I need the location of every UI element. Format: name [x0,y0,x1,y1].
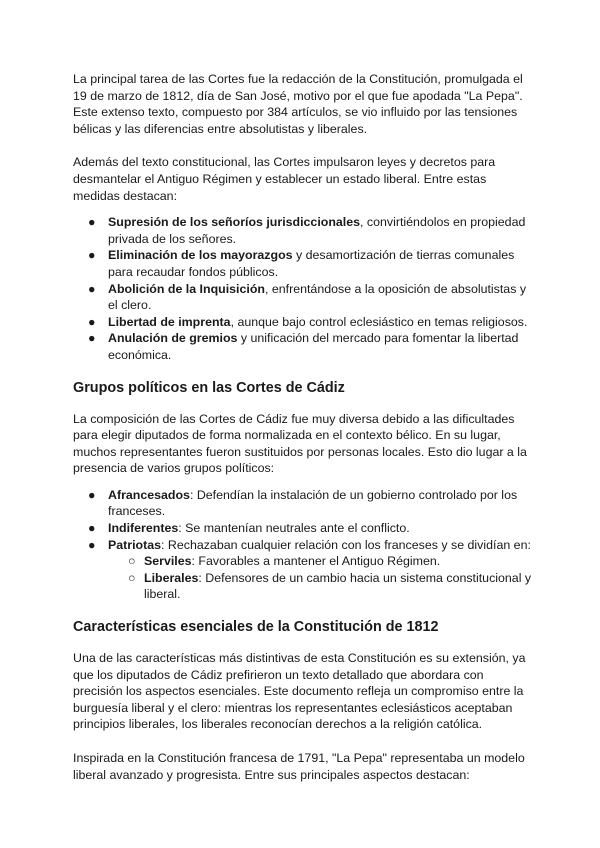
hollow-bullet-icon: ○ [128,570,136,585]
list-item [73,247,533,280]
hollow-bullet-icon: ○ [128,554,136,569]
list-item-text: y desamortización de tierras comunales para recaudar fondos públicos. [108,248,515,279]
sublist-item [108,553,533,570]
sublist-item-term: Serviles [144,554,192,569]
measures-list [73,214,533,363]
constitution-paragraph-2: Inspirada en la Constitución francesa de 1791, "La Pepa" representaba un modelo liberal avanzado y progresista. Entre sus principales aspectos destacan: [73,751,525,782]
bullet-icon: ● [88,537,96,552]
list-item-term: Abolición de la Inquisición [108,281,265,296]
list-item-term: Afrancesados [108,487,190,502]
list-item [73,487,533,520]
section-heading-constitution: Características esenciales de la Constitución de 1812 [73,619,439,636]
sublist-item-text: : Favorables a mantener el Antiguo Régimen. [191,554,441,569]
list-item-term: Anulación de gremios [108,331,238,346]
list-item [73,314,533,331]
list-item-text: : Se mantenían neutrales ante el conflicto. [178,521,410,536]
bullet-icon: ● [88,487,96,502]
list-item-text: , aunque bajo control eclesiástico en temas religiosos. [230,314,528,329]
constitution-paragraph-1: Una de las características más distintivas de esta Constitución es su extensión, ya que los diputados de Cádiz prefirieron un texto detallado que abordara con precisión los aspectos esenciales. Este documento refleja un compromiso entre la burguesía liberal y el clero: mientras los representantes eclesiásticos aceptaban principios liberales, los liberales reconocían derechos a la religión católica. [73,651,526,732]
bullet-icon: ● [88,521,96,536]
list-item [73,537,533,603]
bullet-icon: ● [88,331,96,346]
document-page [73,71,533,783]
intro-paragraph-1: La principal tarea de las Cortes fue la redacción de la Constitución, promulgada el 19 de marzo de 1812, día de San José, motivo por el que fue apodada "La Pepa". Este extenso texto, compuesto por 384 artículos, se vio influido por las tensiones bélicas y las diferencias entre absolutistas y liberales. [73,72,523,136]
sublist-item [108,570,533,603]
list-item-term: Patriotas [108,537,162,552]
list-item [73,214,533,247]
groups-paragraph: La composición de las Cortes de Cádiz fue muy diversa debido a las dificultades para elegir diputados de forma normalizada en el contexto bélico. En su lugar, muchos representantes fueron sustituidos por personas locales. Esto dio lugar a la presencia de varios grupos políticos: [73,411,527,476]
list-item-term: Indiferentes [108,521,179,536]
groups-list [73,487,533,603]
list-item [73,330,533,363]
list-item-text: , enfrentándose a la oposición de absolutistas y el clero. [108,281,527,313]
list-item-text: : Defendían la instalación de un gobierno controlado por los franceses. [108,487,518,519]
list-item [73,520,533,537]
intro-paragraph-2: Además del texto constitucional, las Cortes impulsaron leyes y decretos para desmantelar el Antiguo Régimen y establecer un estado liberal. Entre estas medidas destacan: [73,155,496,203]
list-item-term: Supresión de los señoríos jurisdiccionales [108,215,361,230]
patriotas-sublist [108,553,533,603]
list-item-term: Libertad de imprenta [108,314,231,329]
bullet-icon: ● [88,215,96,230]
list-item-text: , convirtiéndolos en propiedad privada de los señores. [108,215,526,246]
list-item-text: y unificación del mercado para fomentar la libertad económica. [108,331,519,362]
sublist-item-term: Liberales [144,570,199,585]
bullet-icon: ● [88,281,96,296]
sublist-item-text: : Defensores de un cambio hacia un sistema constitucional y liberal. [144,570,532,602]
bullet-icon: ● [88,248,96,263]
section-heading-groups: Grupos políticos en las Cortes de Cádiz [73,379,345,396]
list-item [73,281,533,314]
list-item-term: Eliminación de los mayorazgos [108,248,293,263]
bullet-icon: ● [88,314,96,329]
list-item-text: : Rechazaban cualquier relación con los franceses y se dividían en: [161,537,531,552]
